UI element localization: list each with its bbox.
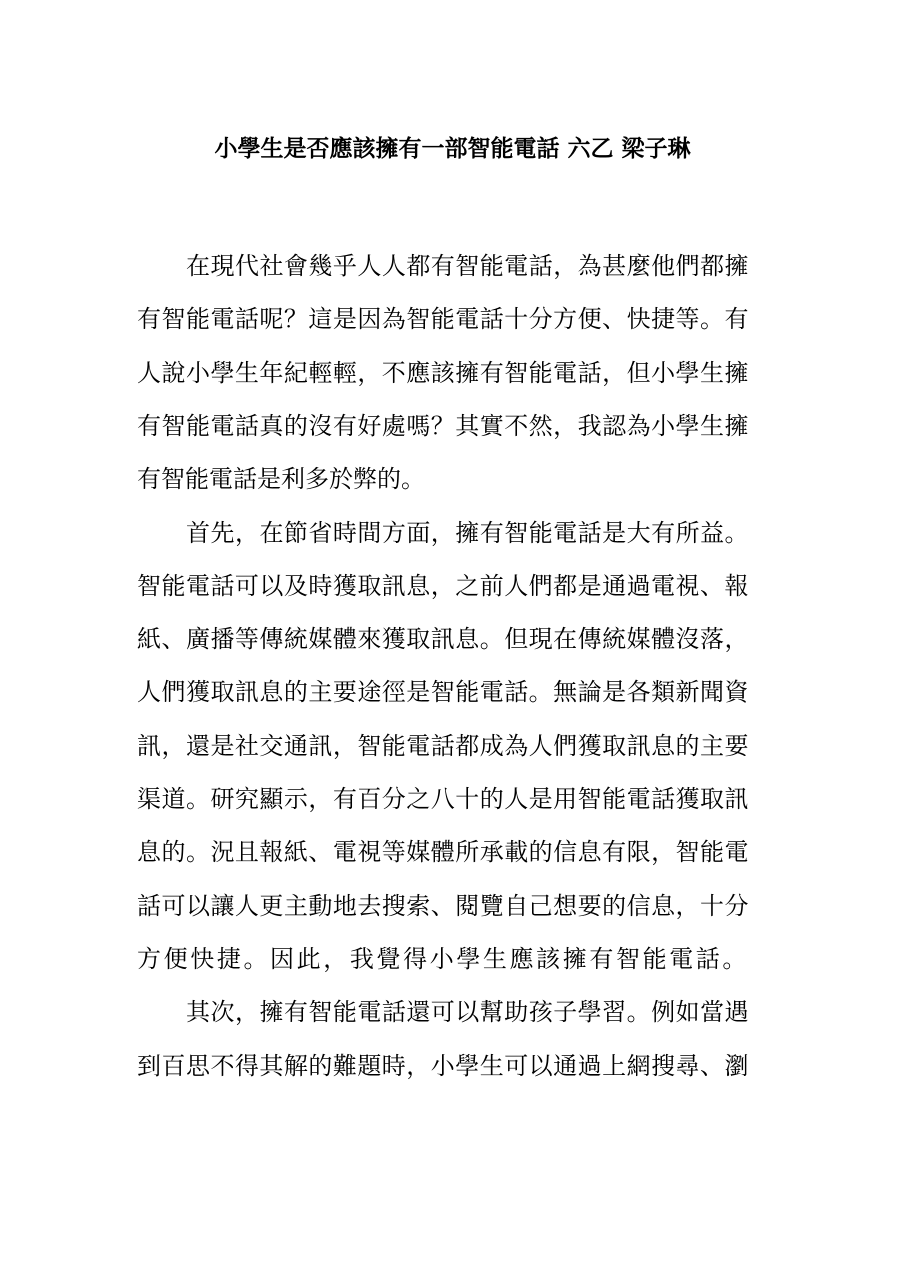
paragraph-line: 有智能電話是利多於弊的。 [137,465,425,494]
paragraph-line: 人們獲取訊息的主要途徑是智能電話。無論是各類新聞資 [137,678,749,707]
paragraph-line: 話可以讓人更主動地去搜索、閱覽自己想要的信息，十分 [137,891,749,920]
paragraph-line: 人說小學生年紀輕輕，不應該擁有智能電話，但小學生擁 [137,358,749,387]
paragraph-line: 在現代社會幾乎人人都有智能電話，為甚麼他們都擁 [186,252,750,280]
paragraph-line: 到百思不得其解的難題時，小學生可以通過上網搜尋、瀏 [137,1051,749,1080]
paragraph-line: 有智能電話呢？這是因為智能電話十分方便、快捷等。有 [137,305,749,334]
paragraph-line: 訊，還是社交通訊，智能電話都成為人們獲取訊息的主要 [137,731,749,760]
page-title: 小學生是否應該擁有一部智能電話 六乙 梁子琳 [214,136,691,162]
paragraph-line: 有智能電話真的沒有好處嗎？其實不然，我認為小學生擁 [137,411,749,440]
paragraph-line: 紙、廣播等傳統媒體來獲取訊息。但現在傳統媒體沒落， [137,625,749,654]
paragraph-line: 首先，在節省時間方面，擁有智能電話是大有所益。 [186,518,750,547]
paragraph-line: 其次，擁有智能電話還可以幫助孩子學習。例如當遇 [186,998,750,1027]
paragraph-line: 智能電話可以及時獲取訊息，之前人們都是通過電視、報 [137,571,749,600]
paragraph-line: 方便快捷。因此，我覺得小學生應該擁有智能電話。 [137,944,750,973]
paragraph-line: 渠道。研究顯示，有百分之八十的人是用智能電話獲取訊 [137,785,749,813]
paragraph-line: 息的。況且報紙、電視等媒體所承載的信息有限，智能電 [137,838,749,867]
